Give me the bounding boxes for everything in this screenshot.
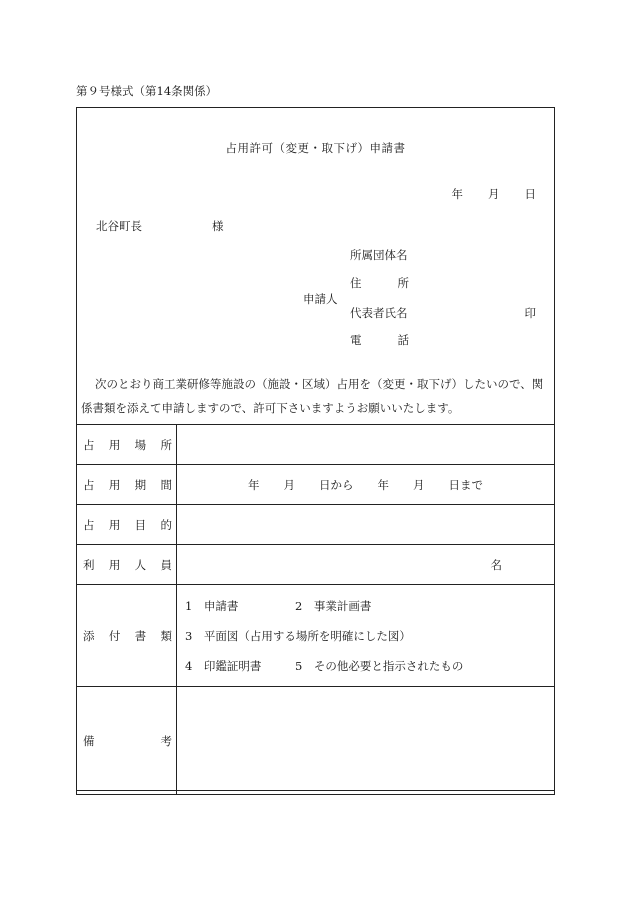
- table-row-attachments: [77, 585, 555, 687]
- date-line: [452, 186, 537, 202]
- form-number: 第９号様式（第14条関係）: [76, 84, 218, 98]
- addressee-name: 北谷町長: [96, 219, 142, 233]
- label-char: 的: [160, 517, 172, 532]
- details-table: [76, 424, 555, 795]
- notes-label: [77, 687, 177, 795]
- label-char: 書: [134, 628, 147, 643]
- label-char: 員: [160, 557, 172, 572]
- addressee: [96, 218, 224, 234]
- label-char: 間: [160, 477, 172, 492]
- address-label-char: 住: [350, 276, 362, 290]
- attachment-item: 3 平面図（占用する場所を明確にした図）: [185, 628, 411, 643]
- attachments-list: [177, 585, 555, 687]
- table-row-users: [77, 545, 555, 585]
- users-unit: 名: [490, 557, 502, 572]
- application-form-frame: [76, 107, 555, 791]
- period-field[interactable]: [177, 465, 555, 505]
- label-char: 考: [160, 733, 172, 748]
- label-char: 用: [108, 477, 121, 492]
- seal-mark: 印: [524, 306, 536, 320]
- address-label-char: 所: [397, 276, 409, 290]
- attachment-line-1: [177, 591, 554, 621]
- period-label: [77, 465, 177, 505]
- attachment-line-3: [177, 651, 554, 681]
- period-start-day: 日から: [319, 477, 354, 492]
- purpose-label: [77, 505, 177, 545]
- notes-field[interactable]: [177, 687, 555, 795]
- table-row-purpose: [77, 505, 555, 545]
- users-label: [77, 545, 177, 585]
- period-end-month: 月: [413, 477, 425, 492]
- label-char: 用: [108, 557, 121, 572]
- table-row-period: [77, 465, 555, 505]
- label-char: 用: [108, 517, 121, 532]
- phone-label-char: 話: [397, 333, 409, 347]
- location-field[interactable]: [177, 425, 555, 465]
- request-statement: 次のとおり商工業研修等施設の（施設・区域）占用を（変更・取下げ）したいので、関係書類を添えて申請しますので、許可下さいますようお願いいたします。: [81, 377, 544, 415]
- period-end-day: 日まで: [448, 477, 483, 492]
- date-day-label: 日: [524, 187, 536, 201]
- users-field[interactable]: [177, 545, 555, 585]
- representative-row: [350, 305, 536, 321]
- label-char: 用: [108, 437, 121, 452]
- location-label: [77, 425, 177, 465]
- period-start-month: 月: [283, 477, 295, 492]
- attachment-item: 4 印鑑証明書: [185, 658, 262, 673]
- label-char: 占: [83, 437, 95, 452]
- label-char: 添: [83, 628, 95, 643]
- attachment-line-2: [177, 621, 554, 651]
- purpose-field[interactable]: [177, 505, 555, 545]
- attachments-label: [77, 585, 177, 687]
- organization-label: 所属団体名: [350, 248, 408, 262]
- label-char: 占: [83, 517, 95, 532]
- table-row-location: [77, 425, 555, 465]
- label-char: 期: [134, 477, 147, 492]
- label-char: 場: [134, 437, 147, 452]
- date-year-label: 年: [451, 187, 463, 201]
- phone-label: [350, 332, 409, 348]
- addressee-honorific: 様: [212, 219, 224, 233]
- representative-label: 代表者氏名: [350, 306, 408, 320]
- attachment-item: 5 その他必要と指示されたもの: [295, 658, 464, 673]
- label-char: 占: [83, 477, 95, 492]
- applicant-label: 申請人: [303, 292, 338, 306]
- document-title: 占用許可（変更・取下げ）申請書: [225, 141, 406, 155]
- attachment-item: 1 申請書: [185, 598, 239, 613]
- label-char: 備: [83, 733, 95, 748]
- period-start-year: 年: [248, 477, 260, 492]
- attachment-item: 2 事業計画書: [295, 598, 372, 613]
- phone-label-char: 電: [350, 333, 362, 347]
- label-char: 利: [83, 557, 95, 572]
- label-char: 人: [134, 557, 147, 572]
- label-char: 類: [160, 628, 172, 643]
- label-char: 付: [108, 628, 121, 643]
- date-month-label: 月: [488, 187, 500, 201]
- address-label: [350, 275, 409, 291]
- period-end-year: 年: [377, 477, 389, 492]
- label-char: 所: [160, 437, 172, 452]
- table-row-notes: [77, 687, 555, 795]
- label-char: 目: [134, 517, 147, 532]
